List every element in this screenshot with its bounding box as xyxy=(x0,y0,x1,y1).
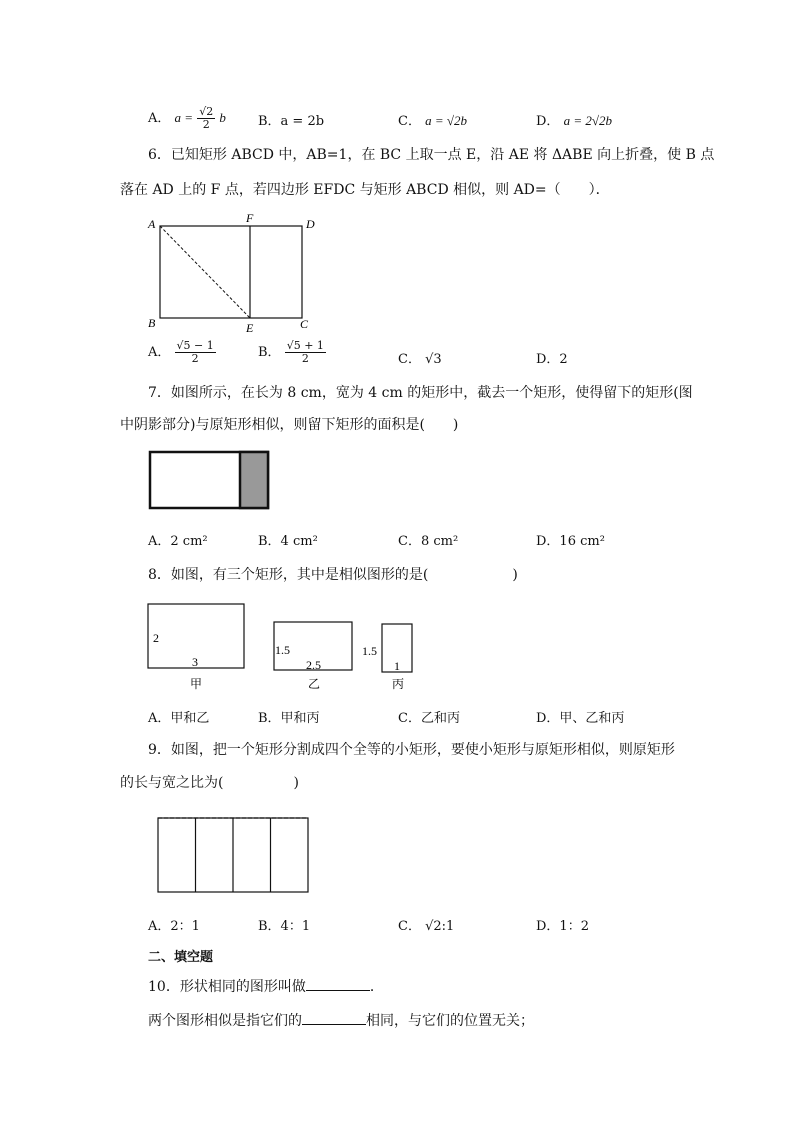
q6-option-d: D．2 xyxy=(536,352,568,367)
q9-option-d: D．1：2 xyxy=(536,919,589,934)
q6-option-a: A． $\frac{√5 - 1}{2}$ xyxy=(148,339,214,365)
q6-rect-abcd xyxy=(160,226,302,318)
q8-option-d: D．甲、乙和丙 xyxy=(536,711,625,726)
q6-option-b: B． $\frac{√5 + 1}{2}$ xyxy=(258,339,324,365)
q7-option-c: C．8 cm² xyxy=(398,534,459,549)
q8-rect-yi-width: 2.5 xyxy=(306,658,321,672)
q5-option-a-fraction: $\frac{√2}{2}$ xyxy=(199,105,214,131)
q8-option-a: A．甲和乙 xyxy=(148,711,210,726)
q7-text-line1: 7．如图所示，在长为 8 cm，宽为 4 cm 的矩形中，截去一个矩形，使得留下的矩形(图 xyxy=(148,385,693,401)
q6-label-d: D xyxy=(306,217,315,231)
q6-text-line2: 落在 AD 上的 F 点，若四边形 EFDC 与矩形 ABCD 相似，则 AD=（ ）． xyxy=(120,182,610,198)
q8-rect-jia-name: 甲 xyxy=(190,677,203,691)
q8-rect-bing-width: 1 xyxy=(394,659,400,673)
q9-text-line1: 9．如图，把一个矩形分割成四个全等的小矩形，要使小矩形与原矩形相似，则原矩形 xyxy=(148,742,675,758)
q6-label-c: C xyxy=(300,317,309,331)
q8-rect-bing-height: 1.5 xyxy=(362,644,377,658)
q6-figure xyxy=(140,210,330,340)
q8-text-line1: 8．如图，有三个矩形，其中是相似图形的是( ) xyxy=(148,567,518,583)
q8-rect-jia-height: 2 xyxy=(153,631,159,645)
q6-text-line1: 6．已知矩形 ABCD 中，AB=1，在 BC 上取一点 E，沿 AE 将 ΔABE 向上折叠，使 B 点 xyxy=(148,147,715,163)
q6-option-b-fraction: $\frac{√5 + 1}{2}$ xyxy=(286,339,324,365)
q8-rect-bing-name: 丙 xyxy=(392,677,405,691)
q8-rect-yi-name: 乙 xyxy=(308,677,321,691)
q9-option-c: C． √2:1 xyxy=(398,919,455,934)
q7-figure xyxy=(146,448,272,514)
q5-option-a: A． a = $\frac{√2}{2}$ b xyxy=(148,105,226,131)
q9-option-a: A．2：1 xyxy=(148,919,200,934)
q7-text-line2: 中阴影部分)与原矩形相似，则留下矩形的面积是( ) xyxy=(120,417,459,433)
q8-rect-jia-width: 3 xyxy=(192,655,198,669)
q6-label-b: B xyxy=(148,316,156,330)
q10-line1: 10．形状相同的图形叫做 ． xyxy=(148,976,384,997)
q8-figure xyxy=(140,598,430,694)
q6-label-f: F xyxy=(246,211,254,225)
section-title-fill-in: 二、填空题 xyxy=(148,950,214,965)
q7-option-a: A．2 cm² xyxy=(148,534,208,549)
q5-option-b: B．a = 2b xyxy=(258,114,325,129)
q10-blank-2[interactable] xyxy=(302,1010,366,1025)
q5-option-d: D． a = 2√2b xyxy=(536,113,612,129)
q10-line2: 两个图形相似是指它们的 相同，与它们的位置无关； xyxy=(148,1010,534,1031)
q7-option-b: B．4 cm² xyxy=(258,534,318,549)
q5-option-c: C． a = √2b xyxy=(398,113,468,129)
q6-option-c: C． √3 xyxy=(398,352,442,367)
q9-figure xyxy=(154,812,314,898)
q6-label-a: A xyxy=(148,217,156,231)
q9-option-b: B．4：1 xyxy=(258,919,311,934)
q8-option-c: C．乙和丙 xyxy=(398,711,460,726)
q10-blank-1[interactable] xyxy=(306,976,370,991)
q8-rect-yi-height: 1.5 xyxy=(275,643,290,657)
q7-shaded-rect xyxy=(240,452,268,508)
q7-option-d: D．16 cm² xyxy=(536,534,605,549)
q6-fold-line-ae xyxy=(160,226,250,318)
q6-option-a-fraction: $\frac{√5 - 1}{2}$ xyxy=(176,339,214,365)
q8-option-b: B．甲和丙 xyxy=(258,711,320,726)
q6-label-e: E xyxy=(246,321,254,335)
q9-text-line2: 的长与宽之比为( ) xyxy=(120,775,299,791)
